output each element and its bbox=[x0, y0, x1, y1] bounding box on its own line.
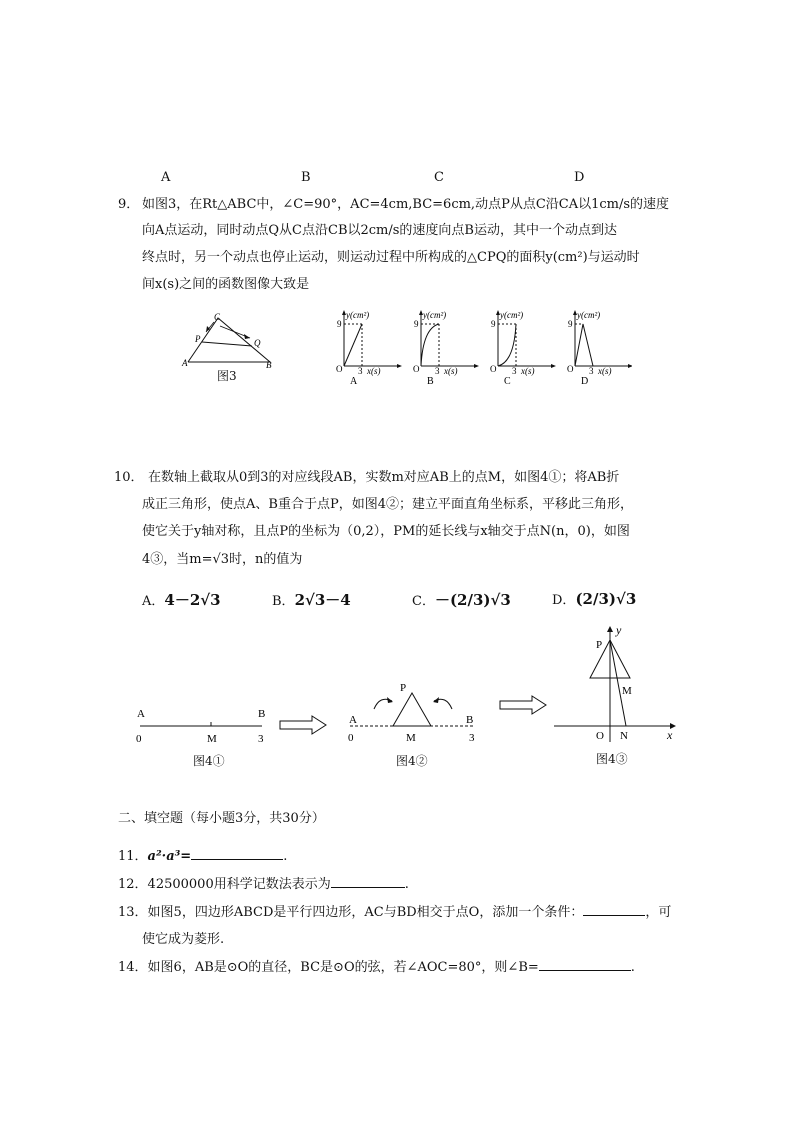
fig41-label-m: M bbox=[207, 733, 217, 745]
prev-option-c: C bbox=[434, 170, 444, 185]
q10-line-3: 使它关于y轴对称，且点P的坐标为（0,2），PM的延长线与x轴交于点N(n，0)，如图 bbox=[142, 524, 630, 539]
fig41-caption: 图4① bbox=[193, 754, 225, 768]
graph-b-xlabel: x(s) bbox=[444, 366, 458, 376]
fig41-label-zero: 0 bbox=[136, 733, 142, 745]
q10-line-4: 4③，当m=√3时，n的值为 bbox=[142, 552, 303, 567]
graph-b-ylabel: y(cm²) bbox=[423, 310, 447, 320]
q9-line-4: 间x(s)之间的函数图像大致是 bbox=[142, 277, 310, 292]
fig43-label-m: M bbox=[622, 685, 632, 697]
fig41-label-a: A bbox=[137, 708, 145, 720]
q10-line-2: 成正三角形，使点A、B重合于点P，如图4②；建立平面直角坐标系，平移此三角形， bbox=[142, 497, 633, 512]
q9-graphs bbox=[332, 306, 632, 388]
q10-number: 10． bbox=[114, 470, 144, 485]
q10-option-a: A．4－2√3 bbox=[142, 591, 221, 609]
figure-4-3 bbox=[550, 620, 685, 745]
graph-c-option: C bbox=[504, 376, 511, 387]
prev-option-a: A bbox=[161, 170, 171, 185]
graph-a-option: A bbox=[350, 376, 358, 387]
q14: 14．如图6，AB是⊙O的直径，BC是⊙O的弦，若∠AOC=80°，则∠B= . bbox=[118, 960, 635, 975]
q12: 12．42500000用科学记数法表示为 . bbox=[118, 877, 409, 892]
q13: 13．如图5，四边形ABCD是平行四边形，AC与BD相交于点O，添加一个条件： ，可 bbox=[118, 905, 672, 920]
arrow-right-icon bbox=[278, 714, 330, 736]
graph-d-xlabel: x(s) bbox=[598, 366, 612, 376]
graph-a-origin: O bbox=[336, 364, 343, 374]
fig42-label-zero: 0 bbox=[348, 732, 354, 744]
graph-a-xlabel: x(s) bbox=[367, 366, 381, 376]
fig42-label-p: P bbox=[400, 682, 407, 694]
q11: 11．a²·a³= . bbox=[118, 849, 288, 864]
q13-line-2: 使它成为菱形. bbox=[142, 932, 225, 947]
graph-d-x: 3 bbox=[589, 366, 594, 376]
graph-c-xlabel: x(s) bbox=[521, 366, 535, 376]
fig3-label-b: B bbox=[266, 360, 272, 370]
graph-d-origin: O bbox=[567, 364, 574, 374]
q9-number: 9． bbox=[118, 197, 140, 212]
prev-option-b: B bbox=[301, 170, 311, 185]
q10-line-1: 在数轴上截取从0到3的对应线段AB，实数m对应AB上的点M，如图4①；将AB折 bbox=[148, 470, 620, 485]
q13-answer-blank bbox=[583, 903, 645, 916]
fig43-label-y: y bbox=[616, 623, 622, 637]
q10-option-b: B．2√3－4 bbox=[272, 591, 351, 609]
graph-c-y: 9 bbox=[491, 319, 496, 329]
figure-4-2 bbox=[340, 675, 485, 750]
q9-line-1: 如图3，在Rt△ABC中，∠C=90°，AC=4cm,BC=6cm,动点P从点C沿CA以1cm/s的速度 bbox=[142, 197, 670, 212]
fig43-caption: 图4③ bbox=[596, 752, 628, 766]
section-2-title: 二、填空题（每小题3分，共30分） bbox=[118, 811, 325, 826]
fig42-label-a: A bbox=[349, 714, 357, 726]
graph-d-ylabel: y(cm²) bbox=[577, 310, 601, 320]
fig41-label-b: B bbox=[258, 708, 266, 720]
graph-c-x: 3 bbox=[512, 366, 517, 376]
q14-answer-blank bbox=[539, 958, 631, 971]
fig41-label-three: 3 bbox=[258, 733, 264, 745]
graph-b-x: 3 bbox=[435, 366, 440, 376]
fig43-label-p: P bbox=[596, 639, 603, 651]
fig43-label-x: x bbox=[667, 728, 673, 742]
fig42-caption: 图4② bbox=[396, 754, 428, 768]
graph-a-ylabel: y(cm²) bbox=[346, 310, 370, 320]
figure-4-1 bbox=[132, 700, 272, 750]
fig42-label-three: 3 bbox=[469, 732, 475, 744]
fig42-label-b: B bbox=[466, 714, 474, 726]
q10-option-d: D．(2/3)√3 bbox=[552, 590, 637, 608]
graph-c-ylabel: y(cm²) bbox=[500, 310, 524, 320]
fig3-caption: 图3 bbox=[217, 369, 237, 383]
fig3-label-q: Q bbox=[254, 338, 261, 348]
arrow-right-icon-2 bbox=[498, 694, 550, 716]
graph-a-y: 9 bbox=[337, 319, 342, 329]
q11-answer-blank bbox=[191, 847, 283, 860]
fig3-label-c: C bbox=[214, 312, 221, 322]
fig43-label-o: O bbox=[596, 730, 604, 742]
graph-b-option: B bbox=[427, 376, 434, 387]
fig43-label-n: N bbox=[620, 730, 628, 742]
graph-d-y: 9 bbox=[568, 319, 573, 329]
graph-a-x: 3 bbox=[358, 366, 363, 376]
prev-option-d: D bbox=[574, 170, 585, 185]
q9-line-3: 终点时，另一个动点也停止运动，则运动过程中所构成的△CPQ的面积y(cm²)与运动时 bbox=[142, 250, 640, 265]
graph-b-origin: O bbox=[413, 364, 420, 374]
q10-option-c: C．－(2/3)√3 bbox=[412, 591, 511, 609]
graph-c-origin: O bbox=[490, 364, 497, 374]
graph-b-y: 9 bbox=[414, 319, 419, 329]
fig42-label-m: M bbox=[406, 732, 416, 744]
q9-line-2: 向A点运动，同时动点Q从C点沿CB以2cm/s的速度向点B运动，其中一个动点到达 bbox=[142, 223, 617, 238]
graph-d-option: D bbox=[581, 376, 589, 387]
fig3-label-p: P bbox=[195, 334, 201, 344]
fig3-label-a: A bbox=[182, 358, 188, 368]
q12-answer-blank bbox=[331, 875, 405, 888]
